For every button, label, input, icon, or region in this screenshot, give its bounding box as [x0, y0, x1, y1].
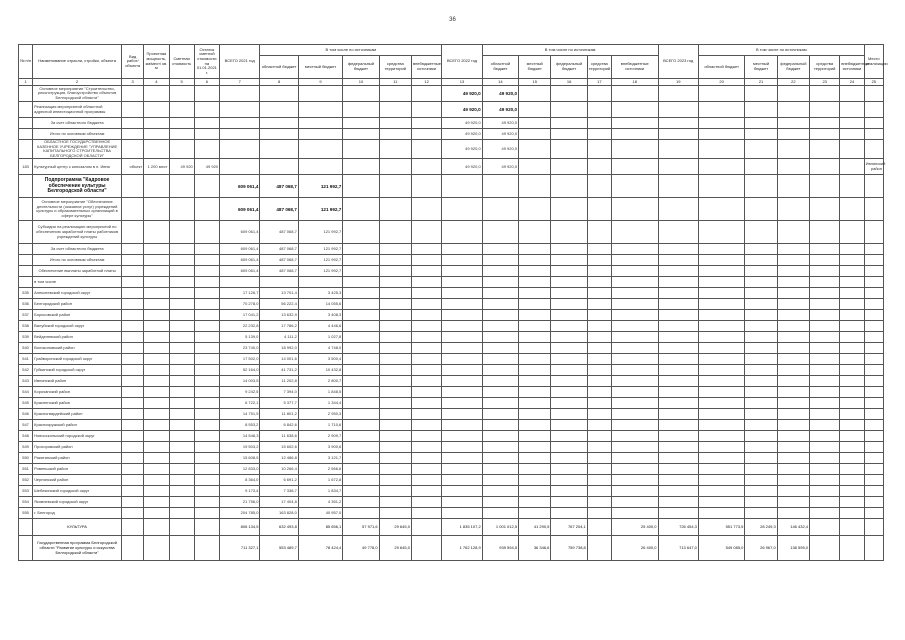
row-index: [19, 198, 33, 221]
cell-v8: 487 068,7: [260, 244, 298, 255]
row-name: Субсидии на реализацию мероприятий по обеспечению заработной платы работников учреждений культуры: [33, 221, 122, 244]
cell-v13: 49 920,0: [442, 140, 482, 159]
cell-v9: 121 992,7: [298, 266, 342, 277]
table-row: [19, 431, 884, 442]
cell-v8: 7 338,7: [260, 486, 298, 497]
column-number: 22: [777, 79, 809, 86]
row-index: 553: [19, 486, 33, 497]
cell-v13: 49 920,0: [442, 86, 482, 102]
cell-v8: 6 842,6: [260, 420, 298, 431]
col-obl-2021: областной бюджет: [260, 56, 298, 79]
cell-v7: 14 548,3: [220, 431, 260, 442]
group-2023-header: В том числе по источникам: [698, 45, 864, 56]
col-total-2021-header: ВСЕГО 2021 год: [220, 45, 260, 79]
column-number: 11: [379, 79, 411, 86]
cell-v7: 204 785,0: [220, 508, 260, 519]
table-row: [19, 198, 884, 221]
row-index: 550: [19, 453, 33, 464]
cell-v7: 609 061,4: [220, 175, 260, 198]
culture-v13: 1 835 107,2: [442, 519, 482, 536]
culture-v10: 57 971,6: [343, 519, 379, 536]
column-number: 10: [343, 79, 379, 86]
row-name: Чернянский район: [33, 475, 122, 486]
row-index: 540: [19, 343, 33, 354]
row-name: ОБЛАСТНОЕ ГОСУДАРСТВЕННОЕ КАЗЕННОЕ УЧРЕЖДЕНИЕ "УПРАВЛЕНИЕ КАПИТАЛЬНОГО СТРОИТЕЛЬСТВА БЕЛГОРОДСКОЙ ОБЛАСТИ": [33, 140, 122, 159]
table-row: [19, 277, 884, 288]
program-v8: 553 489,7: [260, 536, 298, 561]
row-name: Губкинский городской округ: [33, 365, 122, 376]
row-index: [19, 255, 33, 266]
table-row: [19, 453, 884, 464]
table-row: [19, 288, 884, 299]
cell-v7: 8 553,2: [220, 420, 260, 431]
col-total-2023-header: ВСЕГО 2023 год: [658, 45, 698, 79]
row-name: Культурный центр с кинозалом в п. Ивня: [33, 159, 122, 175]
column-number: 3: [122, 79, 144, 86]
row-name: Новооскольский городской округ: [33, 431, 122, 442]
column-number: 18: [611, 79, 658, 86]
cell-v8: 6 691,2: [260, 475, 298, 486]
cell-v9: 4 446,6: [298, 321, 342, 332]
row-name: Алексеевский городской округ: [33, 288, 122, 299]
row-index: 551: [19, 464, 33, 475]
table-row: [19, 118, 884, 129]
row-name: Ивнянский район: [33, 376, 122, 387]
row-name: Ракитянский район: [33, 453, 122, 464]
row-index: [19, 266, 33, 277]
cell-v9: 1 710,6: [298, 420, 342, 431]
cell-v8: 41 731,2: [260, 365, 298, 376]
cell-v6: 49 920: [194, 159, 219, 175]
table-row: [19, 409, 884, 420]
col-obl-2023: областной бюджет: [698, 56, 744, 79]
col-ostatok-header: Остаток сметной стоимости на 01.01.2021 г.: [194, 45, 219, 79]
cell-v9: 3 408,3: [298, 310, 342, 321]
program-total-row: [19, 536, 884, 561]
cell-v4: 1 200 мест: [144, 159, 169, 175]
cell-v9: 121 992,7: [298, 221, 342, 244]
row-index: 536: [19, 299, 33, 310]
cell-v9: 14 055,6: [298, 299, 342, 310]
row-name: г. Белгород: [33, 508, 122, 519]
row-index: 546: [19, 409, 33, 420]
culture-v9: 85 656,1: [298, 519, 342, 536]
cell-v9: 4 351,2: [298, 497, 342, 508]
column-number: 13: [442, 79, 482, 86]
row-name: Подпрограмма "Кадровое обеспечение культуры Белгородской области": [33, 175, 122, 198]
row-index: 554: [19, 497, 33, 508]
row-index: [19, 129, 33, 140]
table-row: [19, 420, 884, 431]
cell-v14: 49 920,0: [482, 129, 518, 140]
program-v16: 759 738,8: [551, 536, 587, 561]
row-name: Яковлевский городской округ: [33, 497, 122, 508]
group-2021-header: В том числе по источникам: [260, 45, 442, 56]
cell-v9: 1 027,8: [298, 332, 342, 343]
row-index: 538: [19, 321, 33, 332]
culture-v14: 1 001 012,5: [482, 519, 518, 536]
cell-v13: 49 920,0: [442, 159, 482, 175]
cell-v9: 121 992,7: [298, 244, 342, 255]
cell-v7: 23 740,0: [220, 343, 260, 354]
program-title: Государственная программа Белгородской области "Развитие культуры и искусства Белгородской области": [33, 536, 122, 561]
program-v14: 939 594,5: [482, 536, 518, 561]
investment-table: [18, 44, 888, 561]
col-obl-2022: областной бюджет: [482, 56, 518, 79]
cell-v8: 14 001,6: [260, 354, 298, 365]
cell-v8: 11 638,6: [260, 431, 298, 442]
table-row: [19, 321, 884, 332]
col-fed-2022: федеральный бюджет: [551, 56, 587, 79]
table-row: [19, 244, 884, 255]
col-vid-header: Вид работ/объекта: [122, 45, 144, 79]
row-index: 545: [19, 398, 33, 409]
column-number: 17: [587, 79, 611, 86]
program-v22: 138 595,0: [777, 536, 809, 561]
table-row: [19, 102, 884, 118]
table-row: [19, 376, 884, 387]
row-index: 539: [19, 332, 33, 343]
cell-v9: 1 834,7: [298, 486, 342, 497]
cell-v8: 487 068,7: [260, 266, 298, 277]
table-row: [19, 343, 884, 354]
table-row: [19, 332, 884, 343]
table-row: [19, 175, 884, 198]
cell-v14: 49 920,0: [482, 102, 518, 118]
cell-v8: 4 111,2: [260, 332, 298, 343]
cell-v9: 3 500,4: [298, 354, 342, 365]
row-index: [19, 86, 33, 102]
table-row: [19, 255, 884, 266]
column-number: 16: [551, 79, 587, 86]
cell-v9: 1 848,5: [298, 387, 342, 398]
culture-v7: 806 134,5: [220, 519, 260, 536]
cell-v7: 17 041,2: [220, 310, 260, 321]
cell-v7: 19 503,2: [220, 442, 260, 453]
row-name: Грайворонский городской округ: [33, 354, 122, 365]
cell-v8: 13 632,9: [260, 310, 298, 321]
col-cost-header: Сметная стоимость: [169, 45, 194, 79]
table-row: [19, 475, 884, 486]
row-index: 535: [19, 288, 33, 299]
program-v19: 713 647,0: [658, 536, 698, 561]
cell-v7: 17 126,7: [220, 288, 260, 299]
table-row: [19, 299, 884, 310]
table-row: [19, 508, 884, 519]
column-number-row: [19, 79, 884, 86]
row-index: [19, 175, 33, 198]
cell-v7: 70 278,0: [220, 299, 260, 310]
table-row: [19, 442, 884, 453]
program-v13: 1 762 128,9: [442, 536, 482, 561]
cell-v8: 487 068,7: [260, 198, 298, 221]
column-number: 20: [698, 79, 744, 86]
cell-v9: [298, 277, 342, 288]
col-name-header: Наименование отрасли, стройки, объекта: [33, 45, 122, 79]
cell-v7: 52 164,0: [220, 365, 260, 376]
cell-v8: 13 701,4: [260, 288, 298, 299]
cell-v9: 3 425,3: [298, 288, 342, 299]
row-index: [19, 118, 33, 129]
table-row: [19, 354, 884, 365]
cell-v7: 14 751,5: [220, 409, 260, 420]
table-row: [19, 159, 884, 175]
table-row: [19, 129, 884, 140]
culture-v8: 632 493,8: [260, 519, 298, 536]
col-total-2022-header: ВСЕГО 2022 год: [442, 45, 482, 79]
cell-v8: 15 602,6: [260, 442, 298, 453]
culture-v18: 25 400,0: [611, 519, 658, 536]
cell-v14: 49 920,0: [482, 86, 518, 102]
col-vnebud-2021: внебюджетные источники: [411, 56, 441, 79]
row-index: [19, 221, 33, 244]
col-vnebud-2023: внебюджетные источники: [840, 56, 864, 79]
row-index: [19, 140, 33, 159]
culture-total-row: [19, 519, 884, 536]
column-number: 14: [482, 79, 518, 86]
col-n-header: № п/п: [19, 45, 33, 79]
page-number: 36: [449, 17, 456, 23]
culture-title: КУЛЬТУРА: [33, 519, 122, 536]
row-name: Реализация мероприятий областной адресной инвестиционной программы: [33, 102, 122, 118]
cell-v8: 56 222,4: [260, 299, 298, 310]
row-name: Волоконовский район: [33, 343, 122, 354]
column-number: 8: [260, 79, 298, 86]
cell-v7: 22 232,8: [220, 321, 260, 332]
column-number: 25: [864, 79, 883, 86]
cell-v8: 12 486,8: [260, 453, 298, 464]
cell-v7: 609 061,4: [220, 255, 260, 266]
culture-v15: 41 290,5: [519, 519, 551, 536]
column-number: 15: [519, 79, 551, 86]
cell-v7: 609 061,4: [220, 244, 260, 255]
table-row: [19, 387, 884, 398]
row-name: Итого по основным объектам: [33, 255, 122, 266]
cell-v8: 7 394,0: [260, 387, 298, 398]
cell-v9: 1 672,8: [298, 475, 342, 486]
group-2022-header: В том числе по источникам: [482, 45, 658, 56]
column-number: 24: [840, 79, 864, 86]
row-name: Корочанский район: [33, 387, 122, 398]
row-name: Белгородский район: [33, 299, 122, 310]
table-row: [19, 86, 884, 102]
col-fed-2021: федеральный бюджет: [343, 56, 379, 79]
table-row: [19, 365, 884, 376]
row-index: 549: [19, 442, 33, 453]
column-number: 19: [658, 79, 698, 86]
cell-v7: 15 608,5: [220, 453, 260, 464]
program-v7: 711 327,1: [220, 536, 260, 561]
cell-v7: 609 061,4: [220, 221, 260, 244]
culture-v19: 726 454,3: [658, 519, 698, 536]
column-number: 5: [169, 79, 194, 86]
row-name: Основное мероприятие "Строительство, реконструкция, благоустройство объектов Белгородской области": [33, 86, 122, 102]
cell-v9: 1 344,4: [298, 398, 342, 409]
row-index: 555: [19, 508, 33, 519]
program-v9: 78 424,4: [298, 536, 342, 561]
program-v15: 36 346,6: [519, 536, 551, 561]
cell-v7: 609 061,4: [220, 198, 260, 221]
culture-v20: 551 773,5: [698, 519, 744, 536]
row-name: Краснояружский район: [33, 420, 122, 431]
row-name: в том числе: [33, 277, 122, 288]
row-name: Обеспечение выплаты заработной платы: [33, 266, 122, 277]
row-index: 547: [19, 420, 33, 431]
cell-v9: 3 121,7: [298, 453, 342, 464]
cell-v7: 6 722,1: [220, 398, 260, 409]
table-row: [19, 266, 884, 277]
cell-v3: объект: [122, 159, 144, 175]
cell-v8: 11 801,2: [260, 409, 298, 420]
row-index: 544: [19, 387, 33, 398]
cell-v14: 49 920,0: [482, 159, 518, 175]
cell-v8: 17 404,8: [260, 497, 298, 508]
col-power-header: Проектная мощность, км/мест/ кв. м: [144, 45, 169, 79]
row-name: За счет областного бюджета: [33, 244, 122, 255]
column-number: 1: [19, 79, 33, 86]
program-v21: 26 967,0: [745, 536, 777, 561]
cell-v14: 49 920,0: [482, 118, 518, 129]
col-vnebud-2022: внебюджетные источники: [611, 56, 658, 79]
row-index: [19, 244, 33, 255]
cell-v7: 8 364,0: [220, 475, 260, 486]
cell-v7: 5 139,0: [220, 332, 260, 343]
cell-v9: 2 566,6: [298, 464, 342, 475]
table-row: [19, 221, 884, 244]
column-number: 6: [194, 79, 219, 86]
table-body: [19, 86, 884, 519]
column-number: 21: [745, 79, 777, 86]
column-number: 23: [810, 79, 840, 86]
cell-v8: 10 266,4: [260, 464, 298, 475]
cell-v7: 9 173,4: [220, 486, 260, 497]
cell-v8: 487 068,7: [260, 175, 298, 198]
table-row: [19, 497, 884, 508]
table-row: [19, 486, 884, 497]
cell-v9: 121 992,7: [298, 198, 342, 221]
column-number: 7: [220, 79, 260, 86]
cell-v9: 3 900,6: [298, 442, 342, 453]
row-name: Вейделевский район: [33, 332, 122, 343]
cell-v9: 2 909,7: [298, 431, 342, 442]
col-mesto-header: Место реализации: [864, 45, 883, 79]
cell-v9: 2 950,3: [298, 409, 342, 420]
col-mest-2021: местный бюджет: [298, 56, 342, 79]
col-terr-2023: средства территорий: [810, 56, 840, 79]
row-index: 552: [19, 475, 33, 486]
cell-v9: 121 992,7: [298, 255, 342, 266]
cell-v7: 12 833,0: [220, 464, 260, 475]
row-name: Валуйский городской округ: [33, 321, 122, 332]
row-name: Красногвардейский район: [33, 409, 122, 420]
program-v11: 29 645,0: [379, 536, 411, 561]
cell-v7: 609 061,4: [220, 266, 260, 277]
culture-v22: 146 432,4: [777, 519, 809, 536]
row-name: Красненский район: [33, 398, 122, 409]
cell-v7: 9 242,5: [220, 387, 260, 398]
table-row: [19, 398, 884, 409]
program-v10: 49 778,0: [343, 536, 379, 561]
col-terr-2021: средства территорий: [379, 56, 411, 79]
row-index: 541: [19, 354, 33, 365]
cell-v8: [260, 277, 298, 288]
cell-v7: 14 003,5: [220, 376, 260, 387]
cell-v8: 18 992,0: [260, 343, 298, 354]
col-mest-2022: местный бюджет: [519, 56, 551, 79]
col-fed-2023: федеральный бюджет: [777, 56, 809, 79]
row-index: 183: [19, 159, 33, 175]
column-number: 9: [298, 79, 342, 86]
cell-v7: 21 756,0: [220, 497, 260, 508]
row-index: [19, 102, 33, 118]
row-name: За счет областного бюджета: [33, 118, 122, 129]
cell-v14: 49 920,0: [482, 140, 518, 159]
cell-v25: Ивнянский район: [864, 159, 883, 175]
row-name: Ровеньский район: [33, 464, 122, 475]
cell-v8: 487 068,7: [260, 255, 298, 266]
col-terr-2022: средства территорий: [587, 56, 611, 79]
cell-v9: 10 432,8: [298, 365, 342, 376]
table-row: [19, 140, 884, 159]
cell-v9: 121 992,7: [298, 175, 342, 198]
cell-v8: 163 828,0: [260, 508, 298, 519]
cell-v8: 487 068,7: [260, 221, 298, 244]
cell-v8: 11 202,8: [260, 376, 298, 387]
row-name: Борисовский район: [33, 310, 122, 321]
row-name: Итого по основным объектам: [33, 129, 122, 140]
row-index: 537: [19, 310, 33, 321]
culture-v16: 767 204,1: [551, 519, 587, 536]
cell-v13: 49 920,0: [442, 102, 482, 118]
cell-v13: 49 920,0: [442, 129, 482, 140]
cell-v9: 40 957,0: [298, 508, 342, 519]
cell-v8: 5 377,7: [260, 398, 298, 409]
row-index: 548: [19, 431, 33, 442]
row-index: [19, 277, 33, 288]
column-number: 4: [144, 79, 169, 86]
cell-v13: 49 920,0: [442, 118, 482, 129]
culture-v11: 29 645,0: [379, 519, 411, 536]
cell-v9: 2 800,7: [298, 376, 342, 387]
table-row: [19, 464, 884, 475]
row-index: 543: [19, 376, 33, 387]
cell-v9: 4 748,0: [298, 343, 342, 354]
culture-v21: 28 249,3: [745, 519, 777, 536]
row-index: 542: [19, 365, 33, 376]
col-mest-2023: местный бюджет: [745, 56, 777, 79]
cell-v7: 17 502,0: [220, 354, 260, 365]
table-row: [19, 310, 884, 321]
row-name: Прохоровский район: [33, 442, 122, 453]
column-number: 2: [33, 79, 122, 86]
row-name: Шебекинский городской округ: [33, 486, 122, 497]
cell-v7: [220, 277, 260, 288]
cell-v5: 49 920: [169, 159, 194, 175]
program-v20: 549 085,0: [698, 536, 744, 561]
column-number: 12: [411, 79, 441, 86]
cell-v8: 17 786,2: [260, 321, 298, 332]
program-v18: 26 400,0: [611, 536, 658, 561]
header-row-1: [19, 45, 884, 56]
row-name: Основное мероприятие "Обеспечение деятельности (оказание услуг) учреждений культуры и образовательных организаций в сфере культуры": [33, 198, 122, 221]
